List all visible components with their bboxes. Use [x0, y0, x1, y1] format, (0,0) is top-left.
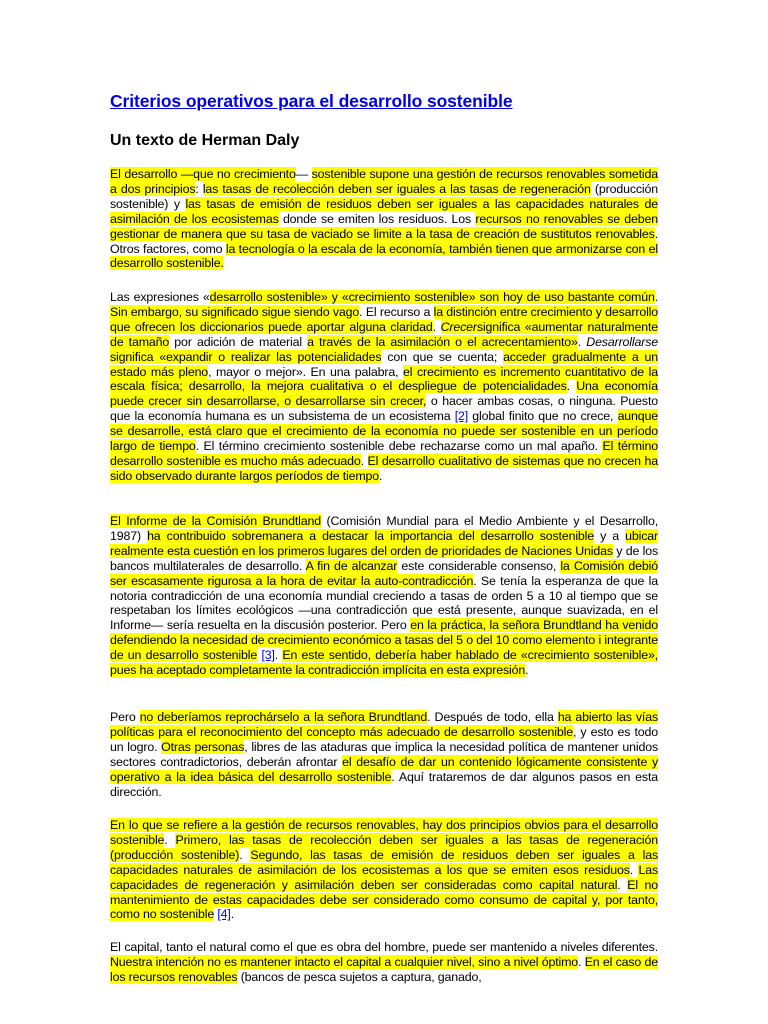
highlighted-text: El no mantenimiento de estas capacidades debe ser considerado como consumo de capital y, por tanto, como no sostenible — [110, 877, 659, 922]
text-segment: . — [577, 334, 587, 349]
highlighted-text: en la práctica, la señora Brundtland ha venido defendiendo la necesidad de crecimiento económico a tasas del 5 o del 10 como elemento i integrante de un desarrollo sostenible — [110, 618, 658, 663]
highlighted-text: Las capacidades de regeneración y asimilación deben ser consideradas como capital natural — [110, 862, 658, 892]
text-segment: . — [274, 648, 283, 663]
highlighted-text: que no crecimiento — [193, 167, 296, 181]
paragraph-1 — [110, 167, 658, 271]
text-segment: . — [379, 468, 383, 483]
paragraph-4 — [110, 710, 658, 799]
highlighted-text: significa «expandir o realizar las potencialidades — [110, 349, 382, 364]
text-segment: . — [230, 907, 234, 922]
text-segment: : — [195, 181, 203, 196]
highlighted-text: no deberíamos reprochárselo a la señora Brundtland — [139, 710, 428, 724]
text-segment: . Otros factores, como — [110, 226, 658, 256]
text-segment: . Después de todo, ella — [427, 710, 558, 724]
highlighted-text: el crecimiento es incremento cuantitativo de la escala física; desarrollo, la mejora cualitativa o el despliegue de potencialidades — [110, 364, 658, 394]
text-segment: . — [629, 862, 639, 877]
text-segment: . El término crecimiento sostenible debe rechazarse como un mal apaño. — [195, 439, 603, 454]
highlighted-text: la distinción entre crecimiento y desarrollo que ofrecen los diccionarios puede aportar alguna claridad — [110, 304, 659, 334]
text-segment: — — [295, 167, 312, 181]
paragraph-5 — [110, 818, 658, 922]
text-segment: . — [239, 847, 251, 862]
text-segment: El capital, tanto el natural como el que es obra del hombre, puede ser mantenido a niveles diferentes. — [110, 940, 658, 954]
article-subtitle: Un texto de Herman Daly — [110, 132, 300, 149]
footnote-link[interactable]: [2] — [454, 409, 469, 424]
highlighted-text: Sin embargo, su significado sigue siendo vago — [110, 304, 360, 319]
text-segment: Desarrollarse — [586, 334, 658, 349]
text-segment: . El recurso a — [359, 304, 434, 319]
paragraph-3 — [110, 514, 658, 678]
highlighted-text: En el caso de los recursos renovables — [110, 954, 658, 984]
text-segment: . — [578, 954, 585, 969]
text-segment: . Se tenía la esperanza de que la notoria contradicción de una economía mundial creciendo a tasas de orden 5 a 10 al tiempo que se respetaban los límites ecológicos —una contradicción que está presente, aunque suavizada, en el Informe— sería resuelta en la discusión posterior. Pero — [110, 573, 658, 633]
highlighted-text: Primero, las tasas de recolección deben ser iguales a las tasas de regeneración (producción sostenible) — [110, 832, 658, 862]
highlighted-text: Segundo, las tasas de emisión de residuos deben ser iguales a las capacidades naturales de asimilación de los ecosistemas a los que se emiten esos residuos — [110, 847, 659, 877]
highlighted-text: sostenible supone una gestión de recursos renovables sometida a dos principios — [110, 167, 658, 196]
highlighted-text: las tasas de recolección deben ser iguales a las tasas de regeneración — [202, 181, 591, 196]
highlighted-text: El desarrollo cualitativo de sistemas que no crecen ha sido observado durante largos períodos de tiempo — [110, 453, 658, 483]
highlighted-text: la tecnología o la escala de la economía, también tienen que armonizarse con el desarrollo sostenible. — [110, 241, 658, 271]
text-segment: Las expresiones « — [110, 290, 210, 304]
highlighted-text: la Comisión debió ser escasamente rigurosa a la hora de evitar la auto-contradicción — [110, 558, 659, 588]
highlighted-text: Otras personas — [161, 739, 245, 754]
highlighted-text: Nuestra intención no es mantener intacto el capital a cualquier nivel, sino a nivel óptimo — [110, 954, 579, 969]
highlighted-text: En este sentido, debería haber hablado de «crecimiento sostenible», pues ha aceptado completamente la contradicción implícita en esta expresión — [110, 648, 659, 678]
text-segment: . — [525, 663, 529, 678]
highlighted-text: acceder gradualmente a un estado más pleno — [110, 349, 658, 379]
text-segment: (producción sostenible) y — [110, 181, 659, 211]
text-segment: con que se cuenta; — [381, 349, 504, 364]
highlighted-text: las tasas de emisión de residuos deben ser iguales a las capacidades naturales de asimilación de los ecosistemas — [110, 196, 658, 226]
highlighted-text: El término desarrollo sostenible es mucho más adecuado — [110, 439, 658, 468]
highlighted-text: ubicar realmente esta cuestión en los primeros lugares del orden de prioridades de Naciones Unidas — [110, 528, 659, 558]
highlighted-text: En lo que se refiere a la gestión de recursos renovables, hay dos principios obvios para el desarrollo sostenible — [110, 818, 658, 847]
text-segment: . — [360, 453, 368, 468]
footnote-link[interactable]: [4] — [217, 907, 231, 922]
paragraph-2 — [110, 290, 658, 484]
highlighted-text: A fin de alcanzar — [305, 558, 398, 573]
text-segment: (bancos de pesca sujetos a captura, ganado, — [237, 969, 482, 984]
highlighted-text: ha contribuido sobremanera a destacar la importancia del desarrollo sostenible — [147, 528, 595, 543]
text-segment: , mayor o mejor». En una palabra, — [208, 364, 403, 379]
highlighted-text: Una economía puede crecer sin desarrollarse, o desarrollarse sin crecer, — [110, 379, 658, 409]
highlighted-text: Crecer — [440, 319, 477, 334]
text-segment: . Aquí trataremos de dar algunos pasos en esta dirección. — [110, 769, 659, 799]
page-title[interactable]: Criterios operativos para el desarrollo sostenible — [110, 91, 513, 111]
highlighted-text: significa «aumentar naturalmente de tamaño — [110, 319, 658, 349]
text-segment: . — [432, 319, 441, 334]
text-segment: y de los bancos multilaterales de desarrollo. — [110, 543, 658, 573]
paragraph-6 — [110, 940, 658, 985]
text-segment: . — [654, 290, 659, 304]
highlighted-text: recursos no renovables se deben gestionar de manera que su tasa de vaciado se limite a la tasa de creación de sustitutos renovables — [110, 211, 658, 241]
highlighted-text: aunque se desarrolle, está claro que el crecimiento de la economía no puede ser sostenible en un período largo de tiempo — [110, 409, 659, 454]
highlighted-text: El Informe de la Comisión Brundtland — [110, 514, 321, 528]
text-segment: , y esto es todo un logro. — [110, 724, 658, 754]
text-segment: global finito que no crece, — [468, 409, 618, 424]
text-segment: por adición de material — [169, 334, 308, 349]
text-segment: . — [617, 877, 628, 892]
text-segment: Pero — [110, 710, 140, 724]
text-segment: . — [164, 832, 176, 847]
highlighted-text: desarrollo sostenible» y «crecimiento sostenible» son hoy de uso bastante común — [209, 290, 655, 304]
text-segment: este considerable consenso, — [397, 558, 561, 573]
highlighted-text: ha abierto las vías políticas para el reconocimiento del concepto más adecuado de desarrollo sostenible — [110, 710, 658, 739]
text-segment: y a — [594, 528, 626, 543]
footnote-link[interactable]: [3] — [261, 648, 275, 663]
text-segment: (Comisión Mundial para el Medio Ambiente y el Desarrollo, 1987) — [110, 514, 658, 543]
highlighted-text: el desafío de dar un contenido lógicamente consistente y operativo a la idea básica del desarrollo sostenible — [110, 754, 659, 784]
highlighted-text: a través de la asimilación o el acrecentamiento» — [307, 334, 578, 349]
highlighted-text: El desarrollo — — [110, 167, 194, 181]
text-segment: . — [566, 379, 577, 394]
text-segment: o hacer ambas cosas, o ninguna. Puesto que la economía humana es un subsistema de un ecosistema — [110, 394, 658, 424]
text-segment: , libres de las ataduras que implica la necesidad política de mantener unidos sectores contradictorios, deberán afrontar — [110, 739, 659, 769]
text-segment: donde se emiten los residuos. Los — [278, 211, 476, 226]
